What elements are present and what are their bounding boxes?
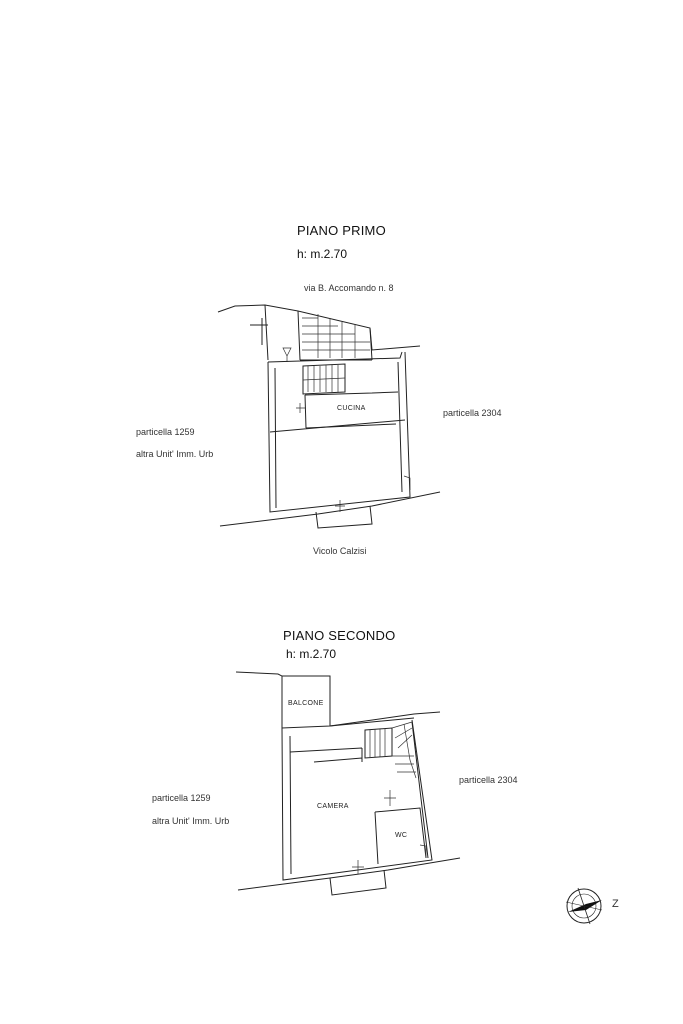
floor2-bottom-boundary (238, 858, 460, 890)
floor1-left-wall (250, 305, 268, 360)
floor2-top-boundary (236, 672, 440, 728)
floor2-stairs (365, 722, 416, 778)
floor2-partition (290, 748, 362, 762)
floor1-height: h: m.2.70 (297, 247, 348, 261)
floor1-outer-walls (268, 352, 410, 512)
floor1-room-kitchen: CUCINA (337, 405, 366, 412)
north-arrow-icon (566, 888, 602, 924)
floor1-street-top: via B. Accomando n. 8 (304, 283, 394, 293)
floor1-street-bottom: Vicolo Calzisi (313, 546, 367, 556)
floor2-outer-walls (282, 718, 432, 880)
floor1-parcel-right: particella 2304 (443, 408, 502, 418)
floor2-plan (236, 672, 460, 895)
floor2-room-balcony: BALCONE (288, 700, 324, 707)
floor1-bottom-step (316, 506, 372, 528)
floor1-top-boundary (218, 305, 420, 350)
floor1-title: PIANO PRIMO (297, 223, 386, 238)
floor2-room-bedroom: CAMERA (317, 803, 349, 810)
floor1-divider (270, 420, 405, 432)
floor2-parcel-right: particella 2304 (459, 775, 518, 785)
floor1-inner-walls (275, 362, 402, 508)
floor2-height: h: m.2.70 (286, 647, 337, 661)
floor1-arrow-icon (283, 348, 291, 362)
floor2-title: PIANO SECONDO (283, 628, 396, 643)
floor2-door (384, 790, 396, 806)
floor1-stairs-upper (298, 311, 372, 360)
floor2-other-unit-left: altra Unit' Imm. Urb (152, 816, 230, 826)
compass-label: Z (612, 898, 619, 910)
floor1-stairs-inner (303, 364, 345, 394)
floor2-parcel-left: particella 1259 (152, 793, 211, 803)
floor2-room-wc: WC (395, 832, 408, 839)
floor1-other-unit-left: altra Unit' Imm. Urb (136, 449, 214, 459)
floor1-parcel-left: particella 1259 (136, 427, 195, 437)
floor1-plan (218, 305, 440, 528)
floor1-kitchen-door (296, 403, 306, 413)
